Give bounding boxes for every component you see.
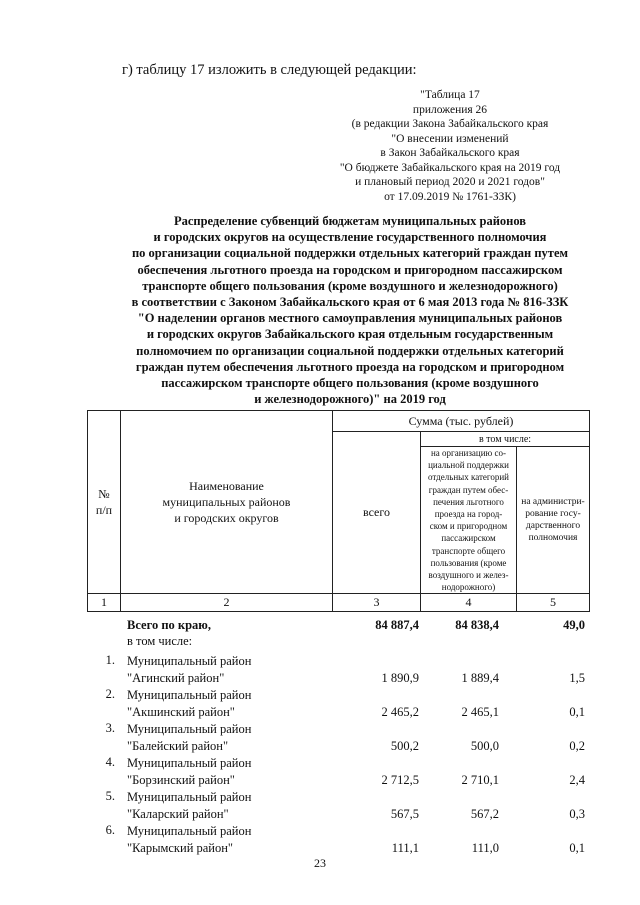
appendix-line: "О бюджете Забайкальского края на 2019 год [339,161,561,174]
index-cell: 3 [333,594,421,612]
header-number-cell [88,411,121,594]
header-admin-cell [517,447,590,594]
index-cell: 2 [121,594,333,612]
row-social: 567,2 [470,807,499,821]
table-row [87,687,589,721]
row-name-line: Муниципальный район [127,722,252,736]
row-admin: 1,5 [569,671,585,685]
row-name-line: Муниципальный район [127,756,252,770]
row-number: 1. [105,653,115,667]
header-social-line: печения льготного [433,496,504,507]
heading-line: и городских округов на осуществление государственного полномочия [153,230,547,245]
row-name-line: "Балейский район" [127,739,229,753]
row-name-line: Муниципальный район [127,824,252,838]
header-admin-line: полномочия [528,533,578,544]
header-total-cell: всего [333,432,421,594]
table-body [87,617,589,857]
header-social-line: пользования (кроме [430,557,507,568]
header-social-line: циальной поддержки [428,460,509,471]
row-number: 2. [105,687,115,701]
header-name-line: Наименование [189,479,264,494]
row-total: 1 890,9 [381,671,419,685]
header-sum-cell: Сумма (тыс. рублей) [333,411,590,432]
total-label: Всего по краю, [127,618,211,632]
heading-line: полномочием по организации социальной поддержки отдельных категорий [136,343,564,358]
table-header [87,410,589,612]
header-admin-line: рование госу- [525,509,581,520]
intro-text: г) таблицу 17 изложить в следующей редакции: [122,62,417,78]
appendix-line: и плановый период 2020 и 2021 годов" [355,176,545,188]
header-social-line: нодорожного) [441,582,496,593]
header-social-line: пассажирском [441,533,496,544]
row-name-line: Муниципальный район [127,654,252,668]
row-name-line: "Агинский район" [127,671,225,685]
table-row [87,789,589,823]
row-social: 500,0 [470,739,499,753]
appendix-line: (в редакции Закона Забайкальского края [351,118,549,130]
header-social-line: воздушного и желез- [428,570,509,581]
header-social-line: отдельных категорий [427,472,509,483]
header-social-cell [421,447,517,594]
row-name [127,687,251,721]
heading-line: Распределение субвенций бюджетам муниципальных районов [173,214,527,228]
row-name [127,789,251,823]
header-social-line: проезда на город- [434,509,503,520]
row-number: 4. [105,755,115,769]
header-including-cell: в том числе: [421,432,590,447]
row-number: 6. [105,823,115,837]
appendix-line: в Закон Забайкальского края [380,147,520,159]
index-cell: 1 [88,594,121,612]
header-admin-line: на администри- [521,497,585,508]
heading-line: по организации социальной поддержки отдельных категорий граждан путем [131,246,569,261]
row-name [127,721,251,755]
header-admin-line: дарственного [525,521,581,532]
total-row [87,617,589,634]
page-number: 23 [314,856,326,870]
index-cell: 4 [421,594,517,612]
row-social: 2 465,1 [461,705,499,719]
row-admin: 0,1 [569,705,585,719]
row-number: 5. [105,789,115,803]
row-total: 111,1 [391,841,419,855]
heading-line: "О наделении органов местного самоуправления муниципальных районов [137,311,563,326]
heading-line: и городских округов Забайкальского края отдельным государственным [146,327,554,342]
row-social: 2 710,1 [461,773,499,787]
row-name [127,823,251,857]
appendix-line: "О внесении изменений [391,132,509,145]
header-social-line: на организацию со- [430,448,507,458]
header-name-line: муниципальных районов [162,495,291,510]
row-admin: 0,1 [569,841,585,855]
row-name-line: "Акшинский район" [127,705,235,719]
total-value: 84 887,4 [375,618,419,632]
row-name-line: Муниципальный район [127,790,252,804]
heading-line: граждан путем обеспечения льготного проезда на городском и пригородном [135,359,565,374]
heading-line: в соответствии с Законом Забайкальского края от 6 мая 2013 года № 816-ЗЗК [131,295,569,310]
row-social: 111,0 [471,841,499,855]
row-name [127,653,251,687]
appendix-line: приложения 26 [412,103,488,116]
appendix-line: от 17.09.2019 № 1761-ЗЗК) [384,190,516,203]
header-social-line: транспорте общего [431,545,506,556]
row-name-line: "Каларский район" [127,807,229,821]
row-name-line: "Карымский район" [127,841,234,855]
row-total: 2 712,5 [381,773,419,787]
heading-line: и железнодорожного)" на 2019 год [254,392,446,407]
document-heading [80,213,620,407]
appendix-reference [300,88,600,204]
total-admin-value: 49,0 [563,618,585,632]
header-name-line: и городских округов [174,511,279,526]
heading-line: транспорте общего пользования (кроме воздушного и железнодорожного) [142,278,558,293]
table-row [87,653,589,687]
header-name-cell [121,411,333,594]
row-total: 2 465,2 [381,705,419,719]
index-cell: 5 [517,594,590,612]
including-label: в том числе: [127,634,193,648]
row-name-line: "Борзинский район" [127,773,235,787]
row-total: 567,5 [390,807,419,821]
table-row [87,755,589,789]
header-number-line: п/п [95,503,113,518]
row-admin: 0,2 [569,739,585,753]
header-number-line: № [98,487,110,502]
row-admin: 0,3 [569,807,585,821]
heading-line: обеспечения льготного проезда на городском и пригородном пассажирском [137,262,563,277]
row-number: 3. [105,721,115,735]
row-total: 500,2 [390,739,419,753]
row-social: 1 889,4 [461,671,499,685]
header-social-line: граждан путем обес- [428,484,509,495]
row-admin: 2,4 [569,773,585,787]
table-row [87,823,589,857]
total-social-value: 84 838,4 [455,618,499,632]
table-row [87,721,589,755]
header-social-line: ском и пригородном [429,521,508,532]
row-name-line: Муниципальный район [127,688,252,702]
heading-line: пассажирском транспорте общего пользования (кроме воздушного [161,376,539,391]
including-row [87,634,589,653]
appendix-line: "Таблица 17 [420,89,480,101]
row-name [127,755,251,789]
